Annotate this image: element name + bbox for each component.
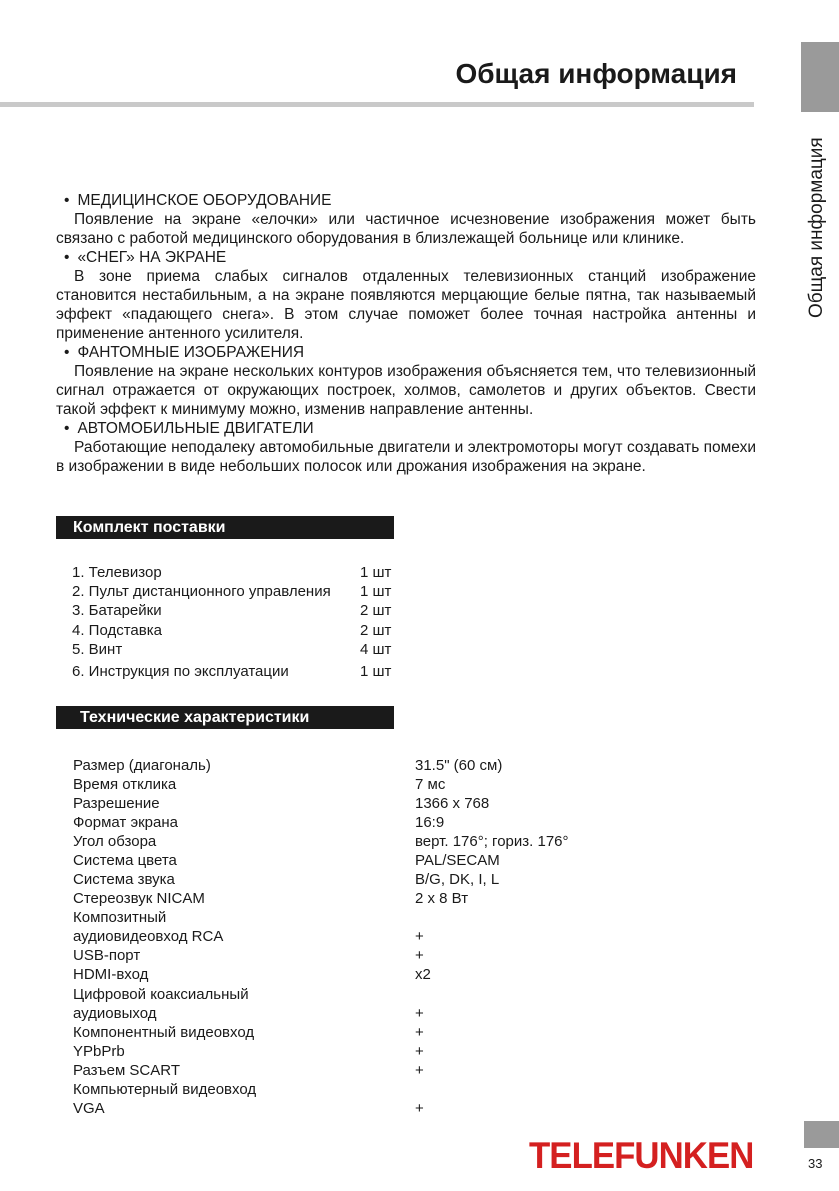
page-tab-marker	[804, 1121, 839, 1148]
spec-value: +	[415, 928, 424, 945]
spec-row	[73, 908, 633, 927]
spec-row	[73, 794, 633, 813]
spec-label: Система цвета	[73, 852, 177, 869]
spec-row	[73, 889, 633, 908]
kit-item-name: 6. Инструкция по эксплуатации	[72, 663, 289, 680]
spec-value: 7 мс	[415, 776, 446, 793]
spec-row	[73, 1080, 633, 1099]
header-rule	[0, 102, 754, 107]
spec-label: Угол обзора	[73, 833, 157, 850]
spec-value: 16:9	[415, 814, 445, 831]
spec-value: +	[415, 1043, 424, 1060]
spec-row	[73, 870, 633, 889]
spec-row	[73, 1004, 633, 1023]
spec-row	[73, 965, 633, 984]
spec-label: Время отклика	[73, 776, 177, 793]
note-text: Работающие неподалеку автомобильные двигатели и электромоторы могут создавать помехи в изображении в виде небольших полосок или дрожания изображения на экране.	[56, 439, 756, 475]
spec-row	[73, 813, 633, 832]
note-ghost	[56, 343, 756, 419]
spec-label: Размер (диагональ)	[73, 757, 211, 774]
spec-label: USB-порт	[73, 947, 141, 964]
kit-item-name: 4. Подставка	[72, 622, 162, 639]
spec-label: аудиовидеовход RCA	[73, 928, 224, 945]
kit-item-name: 3. Батарейки	[72, 602, 162, 619]
spec-value: 1366 x 768	[415, 795, 490, 812]
spec-label: Система звука	[73, 871, 175, 888]
spec-value: 31.5" (60 см)	[415, 757, 503, 774]
note-title: АВТОМОБИЛЬНЫЕ ДВИГАТЕЛИ	[77, 420, 314, 437]
kit-item-qty: 2 шт	[360, 622, 392, 639]
spec-row	[73, 946, 633, 965]
spec-value: 2 x 8 Вт	[415, 890, 469, 907]
kit-item-qty: 1 шт	[360, 583, 392, 600]
spec-label: Цифровой коаксиальный	[73, 986, 249, 1003]
spec-row	[73, 1023, 633, 1042]
telefunken-logo: TELEFUNKEN	[529, 1135, 754, 1176]
spec-row	[73, 1042, 633, 1061]
page-title: Общая информация	[455, 58, 737, 89]
kit-item-name: 1. Телевизор	[72, 564, 162, 581]
spec-value: +	[415, 947, 424, 964]
spec-label: аудиовыход	[73, 1005, 157, 1022]
note-text: Появление на экране нескольких контуров изображения объясняется тем, что телевизионный сигнал отражается от окружающих построек, холмов, самолетов и других объектов. Свести такой эффект к минимуму можно, изменив направление антенны.	[56, 363, 756, 418]
spec-row	[73, 775, 633, 794]
spec-label: Разрешение	[73, 795, 160, 812]
note-engines	[56, 419, 756, 476]
kit-item	[72, 582, 396, 601]
kit-item-qty: 1 шт	[360, 564, 392, 581]
kit-item	[72, 601, 396, 620]
kit-heading: Комплект поставки	[56, 516, 394, 539]
spec-value: верт. 176°; гориз. 176°	[415, 833, 569, 850]
spec-value: PAL/SECAM	[415, 852, 500, 869]
note-medical	[56, 191, 756, 248]
note-snow	[56, 248, 756, 343]
spec-label: Композитный	[73, 909, 167, 926]
kit-item	[72, 640, 396, 659]
page-number: 33	[808, 1156, 823, 1171]
note-title: «СНЕГ» НА ЭКРАНЕ	[77, 249, 227, 266]
bullet-icon: •	[64, 192, 70, 209]
spec-value: +	[415, 1062, 424, 1079]
spec-row	[73, 832, 633, 851]
kit-item-name: 2. Пульт дистанционного управления	[72, 583, 331, 600]
kit-item-qty: 1 шт	[360, 663, 392, 680]
spec-row	[73, 851, 633, 870]
side-tab-marker	[801, 42, 839, 112]
spec-label: Стереозвук NICAM	[73, 890, 205, 907]
kit-item	[72, 621, 396, 640]
bullet-icon: •	[64, 344, 70, 361]
spec-row	[73, 927, 633, 946]
kit-item-name: 5. Винт	[72, 641, 123, 658]
spec-label: Формат экрана	[73, 814, 178, 831]
kit-item	[72, 563, 396, 582]
spec-label: VGA	[73, 1100, 105, 1117]
kit-item	[72, 662, 396, 681]
specs-heading: Технические характеристики	[56, 706, 394, 729]
spec-label: Разъем SCART	[73, 1062, 180, 1079]
kit-item-qty: 2 шт	[360, 602, 392, 619]
spec-value: +	[415, 1024, 424, 1041]
spec-row	[73, 985, 633, 1004]
interference-notes	[56, 191, 756, 476]
note-title: ФАНТОМНЫЕ ИЗОБРАЖЕНИЯ	[77, 344, 305, 361]
spec-row	[73, 756, 633, 775]
spec-value: x2	[415, 966, 431, 983]
spec-row	[73, 1099, 633, 1118]
spec-value: B/G, DK, I, L	[415, 871, 500, 888]
spec-row	[73, 1061, 633, 1080]
spec-label: YPbPrb	[73, 1043, 125, 1060]
spec-label: Компонентный видеовход	[73, 1024, 255, 1041]
note-text: В зоне приема слабых сигналов отдаленных телевизионных станций изображение становится нестабильным, а на экране появляются мерцающие белые пятна, так называемый эффект «падающего снега». В этом случае поможет более точная настройка антенны и применение антенного усилителя.	[56, 268, 756, 342]
kit-item-qty: 4 шт	[360, 641, 392, 658]
note-title: МЕДИЦИНСКОЕ ОБОРУДОВАНИЕ	[77, 192, 332, 209]
bullet-icon: •	[64, 420, 70, 437]
spec-value: +	[415, 1100, 424, 1117]
bullet-icon: •	[64, 249, 70, 266]
spec-label: Компьютерный видеовход	[73, 1081, 257, 1098]
spec-label: HDMI-вход	[73, 966, 149, 983]
spec-value: +	[415, 1005, 424, 1022]
note-text: Появление на экране «елочки» или частичное исчезновение изображения может быть связано с работой медицинского оборудования в близлежащей больнице или клинике.	[56, 211, 756, 247]
